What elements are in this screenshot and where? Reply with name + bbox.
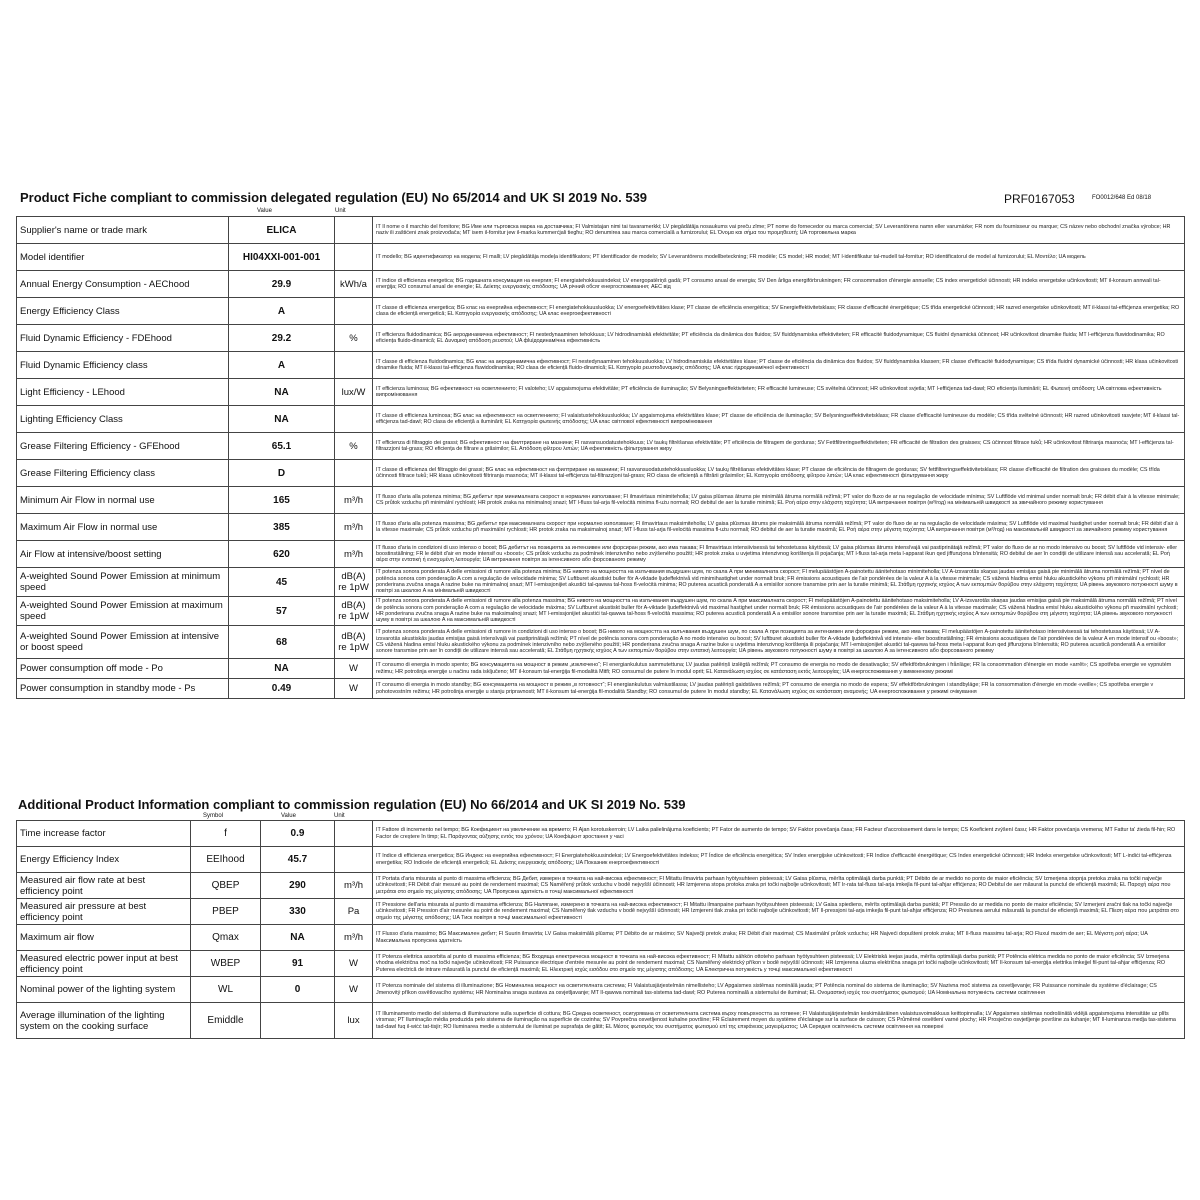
fiche-row-translations: IT flusso d'aria alla potenza massima; BG дебитът при максималната скорост при нормално използване; FI ilmavirtaus maksimiteholla; LV gaisa plūsmas ātrums pie maksimālā ātruma normālā režīmā; PT valor do fluxo de ar na regulação de velocidade máxima; SV Luftflöde vid maximal hastighet under normalt bruk; FR débit d'air à la vitesse maximale; CS průtok vzduchu při maximální rychlosti; HR protok zraka na maksimalnoj snazi; MT l-fluss tal-arja fil-veloċità massima fl-użu normali; RO debitul de aer la turatie maximă; EL Ροή αέρα στην μέγιστη ταχύτητα; UA витрачання повітря (м³/год) на максимальній швидкості за звичайного режиму користування xyxy=(373,514,1185,541)
fiche-row-value: A xyxy=(229,298,335,325)
additional-row-value: 330 xyxy=(261,899,335,925)
additional-row-symbol: QBEP xyxy=(191,873,261,899)
fiche-row xyxy=(17,541,1185,568)
value-column-header-2: Value xyxy=(281,813,296,819)
fiche-row-name: Grease Filtering Efficiency - GFEhood xyxy=(17,433,229,460)
fiche-title: Product Fiche compliant to commission delegated regulation (EU) No 65/2014 and UK SI 2019 No. 539 xyxy=(20,190,648,205)
fiche-row-name: Light Efficiency - LEhood xyxy=(17,379,229,406)
additional-row xyxy=(17,977,1185,1003)
additional-row-name: Time increase factor xyxy=(17,821,191,847)
fiche-row xyxy=(17,433,1185,460)
fiche-row-unit xyxy=(335,406,373,433)
additional-row-symbol: WL xyxy=(191,977,261,1003)
fiche-row-unit xyxy=(335,217,373,244)
fiche-row-translations: IT consumo di energia in modo spento; BG консумацията на мощност в режим „изключено“; FI energiankulutus sammutettuna; LV jaudas patēriņš izslēgtā režīmā; PT consumo de energia no modo de desativação; SV effektförbrukningen i frånläge; FR la consommation d'énergie en mode «arrêt»; CS spotřeba energie ve vypnutém režimu; HR potrošnja energije u načinu rada isključeno; MT il-konsum tal-enerġija fil-modalità Mitfi; RO consumul de putere în modul oprit; EL Κατανάλωση ισχύος σε κατάσταση εκτός λειτουργίας; UA енергоспоживання у вимкненому режимі xyxy=(373,659,1185,679)
fiche-row-name: Power consumption off mode - Po xyxy=(17,659,229,679)
fiche-row-value: A xyxy=(229,352,335,379)
fiche-row-translations: IT flusso d'aria alla potenza minima; BG дебитът при минималната скорост в нормален използване; FI ilmavirtaus minimiteholla; LV gaisa plūsmas ātrums pie minimālā ātruma normālā režīmā; PT valor do fluxo de ar na regulação de velocidade mínima; SV Luftflöde vid minimal under normalt bruk; FR débit d'air à la vitesse minimale; CS průtok vzduchu při minimální rychlosti; HR protok zraka na minimalnoj snazi; MT l-fluss tal-arja fil-veloċità minima fl-użu normali; RO debitul de aer la turatie minimă; EL Ροή αέρα στην ελάχιστη ταχύτητα; UA витрачання повітря (м³/год) на мінімальній швидкості за звичайного режиму користування xyxy=(373,487,1185,514)
additional-row-translations: IT Portata d'aria misurata al punto di massima efficienza; BG Дебит, измерен в точката на най-висока ефективност; FI Mitattu ilmavirta parhaan hyötysuhteen pisteessä; LV Gaisa plūsma, mērīta optimālajā darba punktā; PT Débito de ar medido no ponto de maior eficiência; SV Izmerjena stopnja pretoka zraka na točki največje učinkovitosti; FR Débit d'air mesuré au point de rendement maximal; CS Naměřený průtok vzduchu v bodě nejvyšší účinnosti; HR Izmjerena stopa protoka zraka pri točki najbolje učinkovitosti; MT Ir-rata tal-fluss tal-arja imkejla fil-punt tal-aħjar effiċjenza; RO Debitul de aer măsurat la punctul de eficiență maximă; EL Παροχή αέρα που μετράται στο σημείο της μέγιστης απόδοσης; UA Пропускна здатність в точці максимальної ефективності xyxy=(373,873,1185,899)
fiche-row-translations: IT efficienza di filtraggio dei grassi; BG ефективност на филтриране на мазнини; FI rasvansuodatustehokkuus; LV taukų filtrēšanas efektivitāte; PT eficiência de filtragem de gorduras; SV Fettfiltreringseffektiviteten; FR efficacité de filtration des graisses; CS účinnost filtrace tuků; HR učinkovitost filtriranja masnoća; MT l-effiċjenza tal-filtrazzjoni tal-grass; RO eficiența de filtrare a grăsimilor; EL Απόδοση φίλτρου λιπών; UA ефективність фільтрування жиру xyxy=(373,433,1185,460)
fiche-row xyxy=(17,568,1185,597)
additional-row-symbol: PBEP xyxy=(191,899,261,925)
fiche-row-unit xyxy=(335,460,373,487)
additional-row-value: 0.9 xyxy=(261,821,335,847)
fiche-row-name: Minimum Air Flow in normal use xyxy=(17,487,229,514)
fiche-row xyxy=(17,406,1185,433)
fiche-row-value: 165 xyxy=(229,487,335,514)
fiche-row-translations: IT efficienza fluidodinamica; BG аеродинамична ефективност; FI nestedynaaminen tehokkuus; LV hidrodinamiskā efektivitāte; PT eficiência da dinâmica dos fluidos; SV fluiddynamiska effektiviteten; FR efficacité fluidodynamique; CS fluidní dynamická účinnost; HR učinkovitost dinamike fluida; MT l-effiċjenza fluwidodinamika; RO eficiența fluido-dinamică; EL Δυναμική απόδοση ρευστού; UA фluідодинамічна ефективність xyxy=(373,325,1185,352)
fiche-row-unit xyxy=(335,352,373,379)
fiche-row-value: 0.49 xyxy=(229,679,335,699)
value-column-header: Value xyxy=(257,208,272,214)
fiche-row-value: NA xyxy=(229,659,335,679)
fiche-row xyxy=(17,487,1185,514)
fiche-row-unit: W xyxy=(335,679,373,699)
fiche-row xyxy=(17,352,1185,379)
fiche-row-unit xyxy=(335,244,373,271)
additional-row-translations: IT Pressione dell'aria misurata al punto di massima efficienza; BG Налягане, измерено в точката на най-висока ефективност; FI Mitattu ilmanpaine parhaan hyötysuhteen pisteessä; LV Gaisa spiediens, mērīts optimālajā darba punktā; PT Pressão do ar medida no ponto de maior eficiência; SV Izmerjeni zračni tlak na točki največje učinkovitosti; FR Pression d'air mesurée au point de rendement maximal; CS Naměřený tlak vzduchu v bodě nejvyšší účinnosti; HR Izmjereni tlak zraka pri točki najbolje učinkovitosti; MT Il-pressjoni tal-arja imkejla fil-punt tal-aħjar effiċjenza; RO Presiunea aerului măsurată la punctul de eficiență maximă; EL Πίεση αέρα που μετράται στο σημείο της μέγιστης απόδοσης; UA Тиск повітря в точці максимальної ефективності xyxy=(373,899,1185,925)
fiche-row xyxy=(17,597,1185,626)
additional-row-name: Measured electric power input at best efficiency point xyxy=(17,951,191,977)
additional-row-unit xyxy=(335,847,373,873)
additional-row-symbol: Qmax xyxy=(191,925,261,951)
additional-row xyxy=(17,847,1185,873)
additional-row-unit: m³/h xyxy=(335,925,373,951)
fiche-row xyxy=(17,244,1185,271)
fiche-row-translations: IT indice di efficienza energetica; BG годишната консумация на енергия; FI energiatehokkuusindeksi; LV energopatēriņš gadā; PT consumo anual de energia; SV Den årliga energiförbrukningen; FR consommation d'énergie annuelle; CS index energetické účinnosti; HR indeks energetske učinkovitosti; MT il-konsum annwali tal-enerġija; RO consumul anual de energie; EL Δείκτης ενεργειακής απόδοσης; UA річний обсяг енергоспоживання; AEC від xyxy=(373,271,1185,298)
fiche-row-value: NA xyxy=(229,406,335,433)
additional-row-symbol: Emiddle xyxy=(191,1003,261,1039)
additional-row xyxy=(17,899,1185,925)
unit-column-header: Unit xyxy=(335,208,346,214)
fiche-row-value: 57 xyxy=(229,597,335,626)
additional-row-value: NA xyxy=(261,925,335,951)
fiche-row-value: HI04XXI-001-001 xyxy=(229,244,335,271)
fiche-row xyxy=(17,679,1185,699)
fiche-row-translations: IT potenza sonora ponderata A delle emissioni di rumore in condizioni di uso intenso o boost; BG нивото на мощността на излъчвания въздушен шум, по скала А при позицията за интензивен или форсиран режим, ако има такава; FI melupäästöjen A-painotettu äänitehotaso intensiivisessä tai tehostetussa käytössä; LV A-izsvarotās akustiskās jaudas emisijas gaisā intensīvajā vai pastiprinātajā režīmā; PT nível de potência sonora com ponderação A no modo intensivo ou boost; SV luftburet akustiskt buller för A-viktade ljudeffektnivå vid intensiv- eller boostinställning; FR émissions acoustiques de l'air pondérées de la valeur A en mode intensif ou «boost»; CS vážená hladina emisí hluku akustického výkonu za podmínek intenzivního nebo zvýšeného použití; HR ponderirana zvučna snaga A razine buke u uvjetima intenzivnog korištenja ili pojačanja; MT l-emissjonijiet akustiċi tal-qawwa tal-ħoss meta l-apparat ikun qed jiffunzjona b'intensità; RO puterea acustică ponderată A a emisiilor sonore transmise prin aer în condiții de utilizare intensă sau accelerată; EL Στάθμη ηχητικής ισχύος Α των εκπομπών θορύβου στην εντατική λειτουργία; UA рівень звукового потужності шуму в повітрі за шкалою A за інтенсивного або форсованого режиму xyxy=(373,626,1185,659)
fiche-row-name: Fluid Dynamic Efficiency class xyxy=(17,352,229,379)
fiche-row-name: Model identifier xyxy=(17,244,229,271)
fiche-row-value: 29.9 xyxy=(229,271,335,298)
additional-row xyxy=(17,1003,1185,1039)
fiche-row-translations: IT potenza sonora ponderata A delle emissioni di rumore alla potenza minima; BG нивото на мощността на излъчвания въздушен шум, по скала А при минималната скорост; FI melupäästöjen A-painotettu äänitehotaso minimiteholla; LV A-izsvarotās skaņas jaudas emisijas gaisā pie minimālā ātruma normālā režīmā; PT nível de potência sonora com ponderação A com a regulação de velocidade mínima; SV Luftburet akustiskt buller för A-viktade ljudeffektnivå vid minimihastighet under normalt bruk; FR émissions acoustiques de l'air pondérées de la valeur A à la vitesse minimale; CS vážená hladina emisí hluku akustického výkonu při minimální rychlosti; HR ponderirana zvučna snaga A razine buke na minimalnoj snazi; MT l-emissjonijiet akustiċi tal-qawwa tal-ħoss fl-veloċità minima; RO puterea acustică ponderată A a emisiilor sonore transmise prin aer la turatie minimă; EL Στάθμη ηχητικής ισχύος Α των εκπομπών θορύβου στην ελάχιστη ταχύτητα; UA рівень звукового потужності шуму в повітрі за шкалою A на мінімальній швидкості xyxy=(373,568,1185,597)
additional-row-translations: IT Indice di efficienza energetica; BG Индекс на енергийна ефективност; FI Energiatehokkuusindeksi; LV Energoefektivitātes indekss; PT Índice de eficiência energética; SV Index energijske učinkovitosti; FR Indice d'efficacité énergétique; CS Index energetické účinnosti; HR Indeks energetske učinkovitosti; MT L-indiċi tal-effiċjenza enerġetika; RO Indicele de eficiență energetică; EL Δείκτης ενεργειακής απόδοσης; UA Показник енергоефективності xyxy=(373,847,1185,873)
fiche-row xyxy=(17,379,1185,406)
additional-row xyxy=(17,951,1185,977)
additional-row-translations: IT Illuminamento medio del sistema di illuminazione sulla superficie di cottura; BG Средна осветеност, осигурявана от осветителната система върху повърхността за готвене; FI Valaistusjärjestelmän keskimääräinen valaistusvoimakkuus keittopinnalla; LV Apgaismes sistēmas nodrošinātā vidējā apgaismojuma intensitāte uz plīts virsmas; PT Iluminação média produzida pelo sistema de iluminação na superfície de cozinha; SV Povprečna osvetljenost kuhalne površine; FR Éclairement moyen du système d'éclairage sur la surface de cuisson; CS Průměrné osvětlení varné plochy; HR Prosječno osvjetljenje površine za kuhanje; MT Il-luminanza medja tas-sistema tad-dawl fuq il-wiċċ tat-tisjir; RO Iluminarea medie a sistemului de iluminat pe suprafața de gătit; EL Μέσος φωτισμός του συστήματος φωτισμού επί της επιφάνειας μαγειρέματος; UA Середня освітленість системи освітлення на поверхні xyxy=(373,1003,1185,1039)
fiche-row xyxy=(17,271,1185,298)
additional-row-symbol: f xyxy=(191,821,261,847)
fiche-row-translations: IT classe di efficienza energetica; BG клас на енергийна ефективност; FI energiatehokkuusluokka; LV energoefektivitātes klase; PT classe de eficiência energética; SV Energieffektivitetsklass; FR classe d'efficacité énergétique; CS třída energetické účinnosti; HR razred energetske učinkovitosti; MT il-klassi tal-effiċjenza enerġetika; RO clasa de eficiență energetică; EL Κατηγορία ενεργειακής απόδοσης; UA клас енергоефективності xyxy=(373,298,1185,325)
product-fiche-table xyxy=(16,216,1185,699)
fiche-row xyxy=(17,298,1185,325)
fiche-row-value: 45 xyxy=(229,568,335,597)
fiche-row-translations: IT modello; BG идентификатор на модела; FI malli; LV piegādātāja modeļa identifikators; PT identificador de modelo; SV Leverantörens modellbeteckning; FR modèle; CS model; HR model; MT l-identifikatur tal-mudell tal-fornitur; RO identificatorul de model al furnizorului; EL Μοντέλο; UA модель xyxy=(373,244,1185,271)
fiche-row-name: Fluid Dynamic Efficiency - FDEhood xyxy=(17,325,229,352)
fiche-row-unit: m³/h xyxy=(335,514,373,541)
additional-row-name: Measured air flow rate at best efficiency point xyxy=(17,873,191,899)
document-id: PRF0167053 xyxy=(1004,192,1075,206)
fiche-row-name: A-weighted Sound Power Emission at minimum speed xyxy=(17,568,229,597)
fiche-row-unit: dB(A) re 1pW xyxy=(335,597,373,626)
fiche-row-unit: m³/h xyxy=(335,487,373,514)
additional-row-value: 45.7 xyxy=(261,847,335,873)
fiche-row-unit: % xyxy=(335,433,373,460)
additional-row-symbol: EEIhood xyxy=(191,847,261,873)
fiche-row-unit xyxy=(335,298,373,325)
fiche-row-unit: dB(A) re 1pW xyxy=(335,568,373,597)
fiche-row-unit: W xyxy=(335,659,373,679)
additional-row-value: 290 xyxy=(261,873,335,899)
additional-row-translations: IT Flusso d'aria massimo; BG Максимален дебит; FI Suurin ilmavirta; LV Gaisa maksimālā plūsma; PT Débito de ar máximo; SV Največji pretok zraka; FR Débit d'air maximal; CS Maximální průtok vzduchu; HR Najveći dopušteni protok zraka; MT Il-fluss massimu tal-arja; RO Fluxul maxim de aer; EL Μέγιστη ροή αέρα; UA Максимальна пропускна здатність xyxy=(373,925,1185,951)
fiche-row xyxy=(17,325,1185,352)
additional-row-name: Energy Efficiency Index xyxy=(17,847,191,873)
fiche-row-value: 385 xyxy=(229,514,335,541)
fiche-row-translations: IT classe di efficienza luminosa; BG клас на ефективност на осветлението; FI valaistustehokkuusluokka; LV apgaismojuma efektivitātes klase; PT classe de eficiência de iluminação; SV Belysningseffektivitetsklass; FR classe d'efficacité lumineuse du modèle; CS třída světelné účinnosti; HR razred učinkovitosti rasvjete; MT il-klassi tal-effiċjenza tad-dawl; RO clasa de eficiență a iluminării; EL Κατηγορία φωτεινής απόδοσης; UA клас світлової ефективності випромінювання xyxy=(373,406,1185,433)
fiche-row-translations: IT potenza sonora ponderata A delle emissioni di rumore alla potenza massima; BG нивото на мощността на излъчвания въздушен шум, по скала А при максималната скорост; FI melupäästöjen A-painotettu äänitehotaso maksimiteholla; LV A-izsvarotās skaņas jaudas emisijas gaisā pie maksimālā ātruma normālā režīmā; PT nível de potência sonora com ponderação A com a regulação de velocidade máxima; SV Luftburet akustiskt buller för A-viktade ljudeffektnivå vid maximal hastighet under normalt bruk; FR émissions acoustiques de l'air pondérées de la valeur A à la vitesse maximale; CS vážená hladina emisí hluku akustického výkonu při maximální rychlosti; HR ponderirana zvučna snaga A razine buke na maksimalnoj snazi; MT l-emissjonijiet akustiċi tal-qawwa tal-ħoss fl-veloċità massima; RO puterea acustică ponderată A a emisiilor sonore transmise prin aer la turatie maximă; EL Στάθμη ηχητικής ισχύος Α των εκπομπών θορύβου στη μέγιστη ταχύτητα; UA рівень звукового потужності шуму в повітрі за шкалою A на максимальній швидкості xyxy=(373,597,1185,626)
additional-row xyxy=(17,821,1185,847)
additional-row-unit: Pa xyxy=(335,899,373,925)
fiche-row-name: Supplier's name or trade mark xyxy=(17,217,229,244)
fiche-row-value: NA xyxy=(229,379,335,406)
fiche-row-value: D xyxy=(229,460,335,487)
symbol-column-header: Symbol xyxy=(203,813,224,819)
fiche-row-name: Maximum Air Flow in normal use xyxy=(17,514,229,541)
additional-row-translations: IT Potenza nominale del sistema di illuminazione; BG Номинална мощност на осветителната система; FI Valaistusjärjestelmän nimellisteho; LV Apgaismes sistēmas nominālā jauda; PT Potência nominal do sistema de iluminação; SV Nazivna moč sistema za osvetljevanje; FR Puissance nominale du système d'éclairage; CS Jmenovitý příkon osvětlovacího systému; HR Nominalna snaga sustava za osvjetljavanje; MT Il-qawwa nominali tas-sistema tad-dawl; RO Puterea nominală a sistemului de iluminat; EL Ονομαστική ισχύς του συστήματος φωτισμού; UA Номінальна потужність системи освітлення xyxy=(373,977,1185,1003)
additional-row-unit: W xyxy=(335,977,373,1003)
fiche-row-name: A-weighted Sound Power Emission at intensive or boost speed xyxy=(17,626,229,659)
additional-row-name: Maximum air flow xyxy=(17,925,191,951)
fiche-row-translations: IT consumo di energia in modo standby; BG консумацията на мощност в режим „в готовност“; FI energiankulutus valmiustilassa; LV jaudas patēriņš gaidstāves režīmā; PT consumo de energia no modo de espera; SV effektförbrukningen i standbyläge; FR la consommation d'énergie en mode «veille»; CS spotřeba energie v pohotovostním režimu; HR potrošnja energije u stanju pripravnosti; MT il-konsum tal-enerġija fil-modalità Standby; RO consumul de putere în modul standby; EL Κατανάλωση ισχύος σε κατάσταση αναμονής; UA енергоспоживання у режимі очікування xyxy=(373,679,1185,699)
fiche-row xyxy=(17,514,1185,541)
fiche-row-name: Grease Filtering Efficiency class xyxy=(17,460,229,487)
fiche-row-unit: m³/h xyxy=(335,541,373,568)
fiche-row-value: 65.1 xyxy=(229,433,335,460)
additional-row-name: Measured air pressure at best efficiency point xyxy=(17,899,191,925)
fiche-row-translations: IT Il nome o il marchio del fornitore; BG Име или търговска марка на доставчика; FI Valmistajan nimi tai tavaramerkki; LV piegādātāja nosaukums vai preču zīme; PT nome do fornecedor ou marca comercial; SV Leverantörens namn eller varumärke; FR nom du fournisseur ou marque; CS název nebo obchodní značka výrobce; HR naziv ili zaštićeni znak proizvođača; MT isem il-fornitur jew il-marka kummerċjali tiegħu; RO denumirea sau marca comercială a furnizorului; EL Όνομα και σήμα του προμηθευτή; UA торговельна марка xyxy=(373,217,1185,244)
fiche-row-name: Lighting Efficiency Class xyxy=(17,406,229,433)
fiche-row-translations: IT flusso d'aria in condizioni di uso intenso o boost; BG дебитът на позицията за интензивен или форсиран режим, ако има такава; FI Ilmavirtaus intensiivisessä tai tehostetussa käytössä; LV gaisa plūsmas ātrums intensīvajā vai pastiprinātajā režīmā; PT valor do fluxo de ar no modo intensivo ou boost; SV luftflöde vid intensiv- eller boostinställning; FR le débit d'air en mode intensif ou «boost»; CS průtok vzduchu za podmínek intenzivního nebo zvýšeného použití; HR protok zraka u uvjetima intenzivnog korištenja ili pojačanja; MT l-fluss tal-arja meta l-apparat ikun qed jiffunzjona b'intensità; RO debitul de aer în condiții de utilizare intensă sau accelerată; EL Ροή αέρα στην εντατική ή ενισχυμένη λειτουργία; UA витрачання повітря за інтенсивного або форсованого режиму xyxy=(373,541,1185,568)
additional-row-value xyxy=(261,1003,335,1039)
fiche-row xyxy=(17,460,1185,487)
fiche-row-name: Power consumption in standby mode - Ps xyxy=(17,679,229,699)
fiche-row-value: 620 xyxy=(229,541,335,568)
fiche-row-unit: % xyxy=(335,325,373,352)
unit-column-header-2: Unit xyxy=(334,813,345,819)
additional-row-unit xyxy=(335,821,373,847)
additional-row-value: 0 xyxy=(261,977,335,1003)
additional-row-symbol: WBEP xyxy=(191,951,261,977)
fiche-row-unit: kWh/a xyxy=(335,271,373,298)
fiche-row-name: Annual Energy Consumption - AEChood xyxy=(17,271,229,298)
additional-row xyxy=(17,873,1185,899)
fiche-row-name: Energy Efficiency Class xyxy=(17,298,229,325)
fiche-row-unit: lux/W xyxy=(335,379,373,406)
fiche-row-name: Air Flow at intensive/boost setting xyxy=(17,541,229,568)
additional-info-table xyxy=(16,820,1185,1039)
additional-row-translations: IT Potenza elettrica assorbita al punto di massima efficienza; BG Входяща електрическа мощност в точката на най-висока ефективност; FI Mitattu sähkön ottoteho parhaan hyötysuhteen pisteessä; LV Elektriskā ieejas jauda, mērīta optimālajā darba punktā; PT Potência elétrica medida no ponto de maior eficiência; SV Izmerjena vhodna električna moč na točki največje učinkovitosti; FR Puissance électrique d'entrée mesurée au point de rendement maximal; CS Naměřený elektrický příkon v bodě nejvyšší účinnosti; HR Izmjerena ulazna električna snaga pri točki najbolje učinkovitosti; MT Il-konsum tal-enerġija elettrika imkejjel fil-punt tal-aħjar effiċjenza; RO Puterea electrică de intrare măsurată la punctul de eficiență maximă; EL Ηλεκτρική ισχύς εισόδου στο σημείο της μέγιστης απόδοσης; UA Електрична потужність у точці максимальної ефективності xyxy=(373,951,1185,977)
fiche-row-value: 29.2 xyxy=(229,325,335,352)
additional-info-title: Additional Product Information compliant to commission regulation (EU) No 66/2014 and UK SI 2019 No. 539 xyxy=(18,797,686,812)
additional-row-name: Average illumination of the lighting system on the cooking surface xyxy=(17,1003,191,1039)
fiche-row xyxy=(17,626,1185,659)
fiche-row-translations: IT classe di efficienza fluidodinamica; BG клас на аеродинамична ефективност; FI nestedynaaminen tehokkuusluokka; LV hidrodinamiskās efektivitātes klase; PT classe de eficiência da dinâmica dos fluidos; SV fluiddynamiska klassen; FR classe d'efficacité fluidodynamique; CS třída fluidní dynamické účinnosti; HR klasa učinkovitosti dinamike fluida; MT il-klassi tal-effiċjenza fluwidodinamika; RO clasa de eficiență fluido-dinamică; EL Κατηγορία ρευστοδυναμικής απόδοσης; UA клас гідродинамічної ефективності xyxy=(373,352,1185,379)
fiche-row-translations: IT classe di efficienza del filtraggio dei grassi; BG клас на ефективност на филтриране на мазнини; FI rasvansuodatustehokkuusluokka; LV taukų filtrēšanas efektivitātes klase; PT classe de eficiência de filtragem de gorduras; SV fettfiltreringseffektivitetsklass; FR classe d'efficacité de filtration des graisses du modèle; CS třída účinnosti filtrace tuků; HR klasa učinkovitosti filtriranja masnoća; MT il-klassi tal-effiċjenza tal-filtrazzjoni tal-grass; RO clasa de eficiență a filtrării grăsimilor; EL Κατηγορία απόδοσης φίλτρου λιπών; UA клас ефективності фільтрування жиру xyxy=(373,460,1185,487)
fiche-row-translations: IT efficienza luminosa; BG ефективност на осветлението; FI valoteho; LV apgaismojuma efektivitāte; PT eficiência de iluminação; SV Belysningseffektiviteten; FR efficacité lumineuse; CS světelná účinnost; HR učinkovitost svjetla; MT l-effiċjenza tad-dawl; RO eficiența iluminării; EL Φωτεινή απόδοση; UA світлова ефективність випромінювання xyxy=(373,379,1185,406)
additional-row-value: 91 xyxy=(261,951,335,977)
fiche-row xyxy=(17,659,1185,679)
fiche-row xyxy=(17,217,1185,244)
fiche-row-value: 68 xyxy=(229,626,335,659)
additional-row xyxy=(17,925,1185,951)
additional-row-name: Nominal power of the lighting system xyxy=(17,977,191,1003)
additional-row-unit: W xyxy=(335,951,373,977)
additional-row-translations: IT Fattore di incremento nel tempo; BG Коефициент на увеличение на времето; FI Ajan korotuskerroin; LV Laika palielinājuma koeficients; PT Fator de aumento de tempo; SV Faktor povečanja časa; FR Facteur d'accroissement dans le temps; CS Koeficient zvýšení času; HR Faktor povećanja vremena; MT Fattur ta' żieda fil-ħin; RO Factor de creștere în timp; EL Παράγοντας αύξησης εντός του χρόνου; UA Коефіцієнт зростання у часі xyxy=(373,821,1185,847)
additional-row-unit: m³/h xyxy=(335,873,373,899)
fiche-row-value: ELICA xyxy=(229,217,335,244)
form-id: FO0012/648 Ed 08/18 xyxy=(1092,195,1152,201)
additional-row-unit: lux xyxy=(335,1003,373,1039)
fiche-row-unit: dB(A) re 1pW xyxy=(335,626,373,659)
fiche-row-name: A-weighted Sound Power Emission at maximum speed xyxy=(17,597,229,626)
